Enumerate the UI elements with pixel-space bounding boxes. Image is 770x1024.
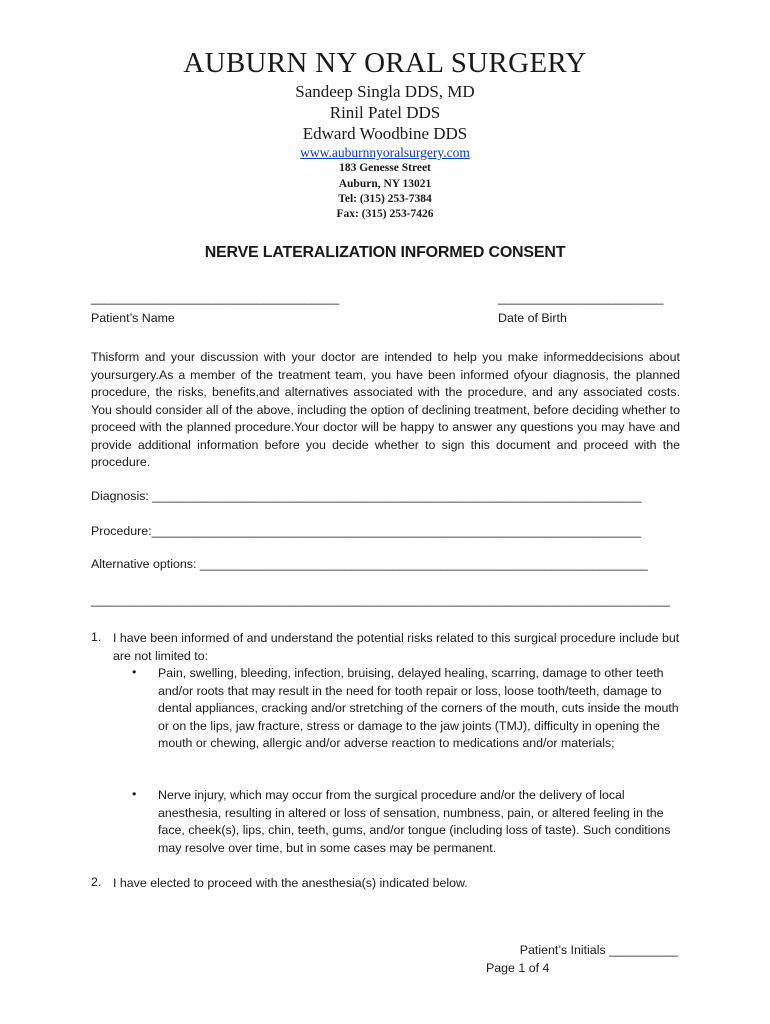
date-of-birth-label: Date of Birth bbox=[498, 311, 567, 325]
document-title: NERVE LATERALIZATION INFORMED CONSENT bbox=[204, 244, 566, 261]
bullet-icon: • bbox=[132, 787, 137, 801]
item-text: I have been informed of and understand the potential risks related to this surgical procedure include but are not limited to: bbox=[113, 631, 680, 663]
item-text: I have elected to proceed with the anesthesia(s) indicated below. bbox=[113, 876, 468, 890]
doctor-name: Sandeep Singla DDS, MD bbox=[295, 82, 475, 101]
diagnosis-field[interactable]: Diagnosis: _______________________________________________________________________ bbox=[91, 489, 642, 503]
doctor-name: Edward Woodbine DDS bbox=[302, 124, 468, 143]
patient-initials-field[interactable]: Patient’s Initials __________ bbox=[519, 943, 678, 957]
risk-bullet-general: Pain, swelling, bleeding, infection, bruising, delayed healing, scarring, damage to other teeth and/or roots that may result in the need for tooth repair or loss, loose tooth/teeth, damage to dental appliances, cracking and/or stretching of the corners of the mouth, cuts inside the mouth or on the lips, jaw fracture, stress or damage to the jaw joints (TMJ), difficulty in opening the mouth or chewing, allergic and/or adverse reaction to medications and/or materials; bbox=[158, 666, 679, 750]
alternative-options-continuation[interactable]: ____________________________________________________________________________________ bbox=[91, 593, 670, 607]
address-city: Auburn, NY 13021 bbox=[338, 178, 432, 190]
item-number: 1. bbox=[91, 630, 102, 644]
risk-bullet-nerve-injury: Nerve injury, which may occur from the surgical procedure and/or the delivery of local anesthesia, resulting in altered or loss of sensation, numbness, pain, or altered feeling in the face, cheek(s), lips, chin, teeth, gums, and/or tongue (including loss of taste). Such conditions may resolve over time, but in some cases may be permanent. bbox=[158, 788, 671, 855]
page-number: Page 1 of 4 bbox=[486, 961, 550, 975]
phone-number: Tel: (315) 253-7384 bbox=[338, 193, 432, 205]
item-number: 2. bbox=[91, 875, 102, 889]
practice-name: AUBURN NY ORAL SURGERY bbox=[183, 47, 587, 79]
date-of-birth-field[interactable]: ________________________ bbox=[498, 291, 664, 305]
address-street: 183 Genesse Street bbox=[339, 162, 431, 174]
procedure-field[interactable]: Procedure:_______________________________________________________________________ bbox=[91, 524, 641, 538]
patient-name-field[interactable]: ____________________________________ bbox=[91, 291, 340, 305]
doctor-name: Rinil Patel DDS bbox=[329, 103, 441, 122]
intro-paragraph: Thisform and your discussion with your doctor are intended to help you make informeddecisions about yoursurgery.As a member of the treatment team, you have been informed ofyour diagnosis, the planned procedure, the risks, benefits,and alternatives associated with the procedure, and any associated costs. You should consider all of the above, including the option of declining treatment, before deciding whether to proceed with the planned procedure.Your doctor will be happy to answer any questions you may have and provide additional information before you decide whether to sign this document and proceed with the procedure. bbox=[91, 350, 680, 469]
alternative-options-field[interactable]: Alternative options: _________________________________________________________________ bbox=[91, 557, 648, 571]
patient-name-label: Patient’s Name bbox=[91, 311, 175, 325]
fax-number: Fax: (315) 253-7426 bbox=[336, 208, 434, 220]
bullet-icon: • bbox=[132, 665, 137, 679]
website-link[interactable]: www.auburnnyoralsurgery.com bbox=[300, 145, 470, 160]
